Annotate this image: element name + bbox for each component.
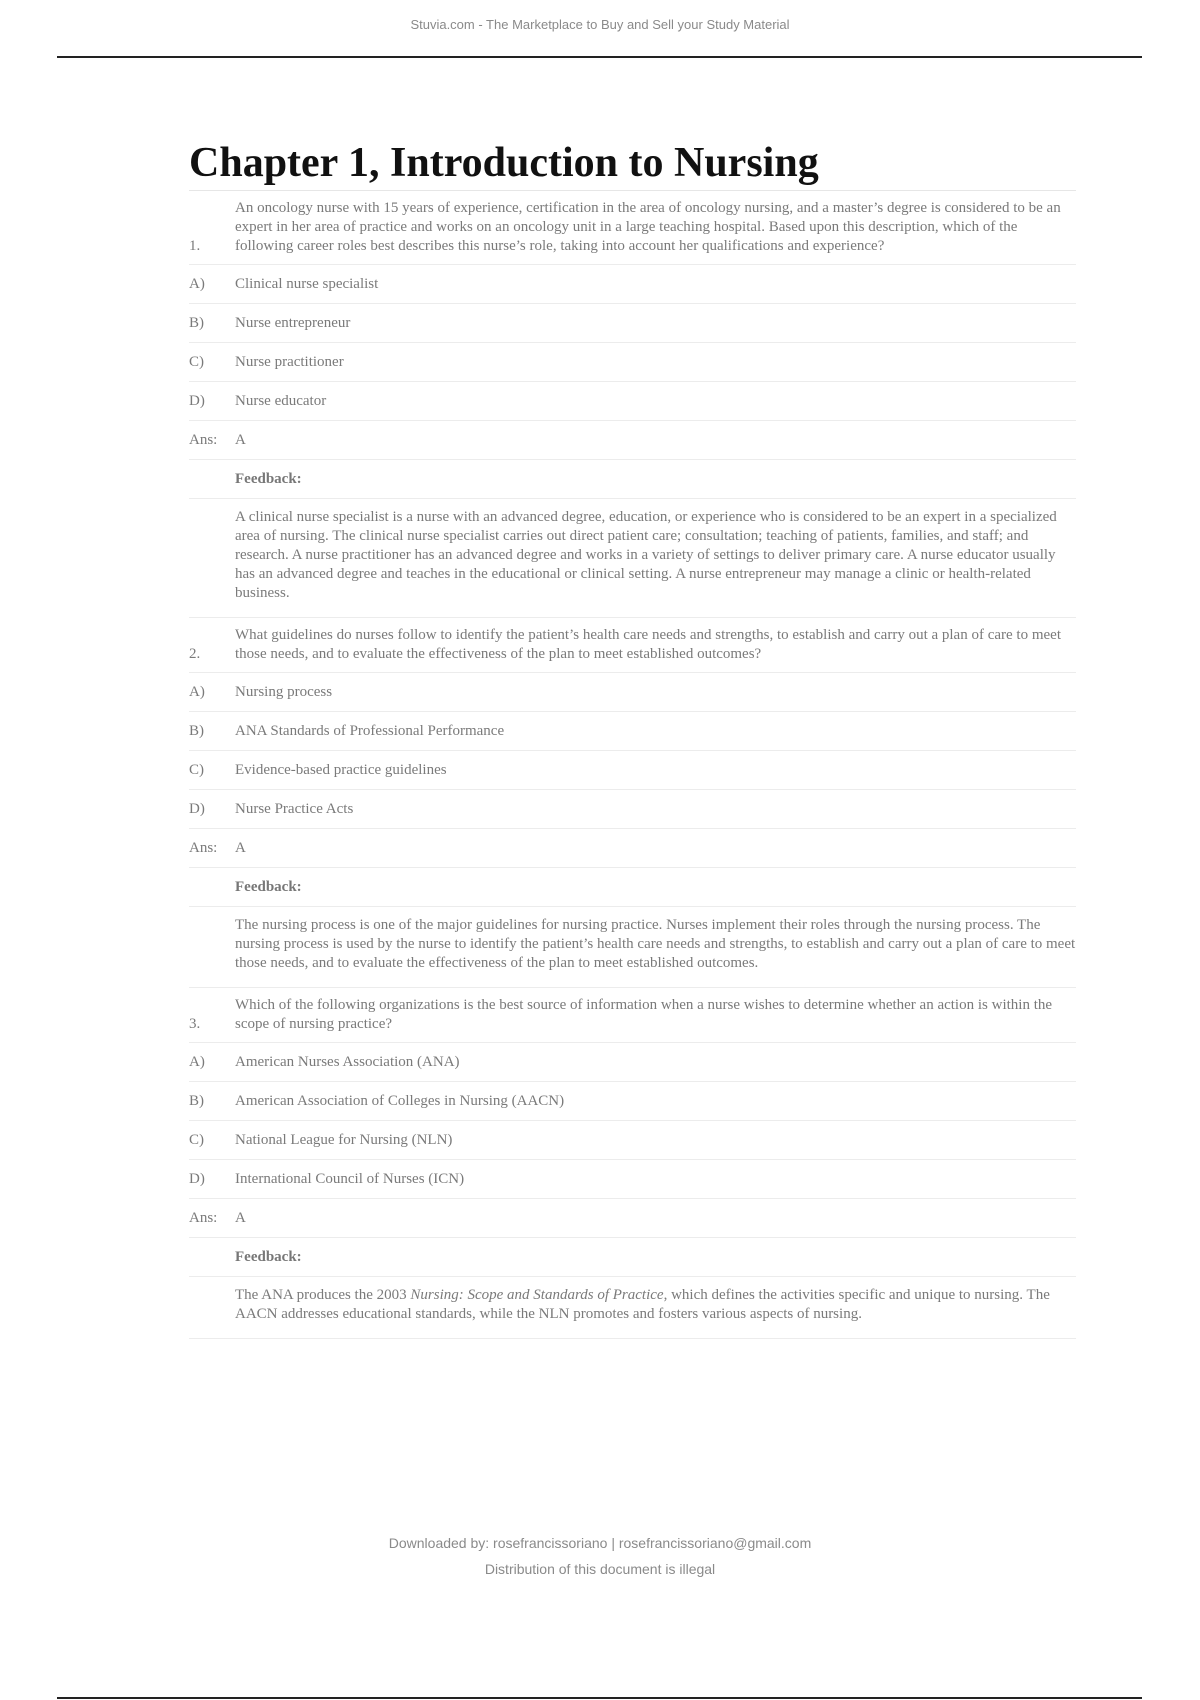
question-row xyxy=(189,618,1076,673)
question-list xyxy=(189,191,1076,1339)
feedback-row xyxy=(189,1277,1076,1339)
option-text: Nurse Practice Acts xyxy=(235,800,354,817)
answer-label: Ans: xyxy=(189,839,218,856)
answer-value: A xyxy=(235,1209,246,1226)
option-letter: C) xyxy=(189,1131,204,1148)
option-letter: A) xyxy=(189,683,205,700)
option-letter: A) xyxy=(189,1053,205,1070)
option-letter: B) xyxy=(189,314,204,331)
option-text: ANA Standards of Professional Performance xyxy=(235,722,505,739)
question-row xyxy=(189,988,1076,1043)
option-letter: C) xyxy=(189,761,204,778)
feedback-text-italic: Nursing: Scope and Standards of Practice xyxy=(410,1287,664,1303)
question-text: Which of the following organizations is the best source of information when a nurse wishes to determine whether an action is within the scope of nursing practice? xyxy=(235,997,1053,1032)
answer-label: Ans: xyxy=(189,1209,218,1226)
option-text: Nurse entrepreneur xyxy=(235,314,351,331)
question-number: 1. xyxy=(189,238,201,254)
feedback-text-part: The nursing process is one of the major guidelines for nursing practice. Nurses implement their roles through the nursing process. The nursing process is used by the nurse to identify the patient’s health care needs and strengths, to establish and carry out a plan of care to meet those needs, and to evaluate the effectiveness of the plan to meet established outcomes. xyxy=(235,917,1076,971)
option-letter: D) xyxy=(189,1170,205,1187)
option-letter: B) xyxy=(189,722,204,739)
chapter-title: Chapter 1, Introduction to Nursing xyxy=(189,136,1076,191)
answer-option xyxy=(189,790,1076,829)
answer-option xyxy=(189,343,1076,382)
answer-row xyxy=(189,829,1076,868)
answer-option xyxy=(189,1121,1076,1160)
question-number: 2. xyxy=(189,646,201,662)
answer-option xyxy=(189,265,1076,304)
answer-row xyxy=(189,421,1076,460)
feedback-spacer xyxy=(189,508,235,603)
answer-option xyxy=(189,751,1076,790)
answer-option xyxy=(189,673,1076,712)
answer-label: Ans: xyxy=(189,431,218,448)
feedback-header-row xyxy=(189,1238,1076,1277)
feedback-text xyxy=(235,916,1076,973)
option-text: American Association of Colleges in Nursing (AACN) xyxy=(235,1092,565,1109)
feedback-spacer xyxy=(189,916,235,973)
answer-option xyxy=(189,1082,1076,1121)
question-row xyxy=(189,191,1076,265)
answer-option xyxy=(189,712,1076,751)
feedback-spacer xyxy=(189,1286,235,1324)
answer-value: A xyxy=(235,431,246,448)
feedback-text-part: , which defines the activities specific and unique to nursing. The AACN addresses educational standards, while the NLN promotes and fosters various aspects of nursing. xyxy=(235,1287,1050,1322)
answer-option xyxy=(189,1043,1076,1082)
option-text: Clinical nurse specialist xyxy=(235,275,379,292)
document-content xyxy=(189,136,1076,1339)
feedback-header-row xyxy=(189,868,1076,907)
answer-option xyxy=(189,304,1076,343)
answer-option xyxy=(189,382,1076,421)
header-divider xyxy=(57,56,1142,58)
answer-option xyxy=(189,1160,1076,1199)
option-letter: B) xyxy=(189,1092,204,1109)
option-letter: C) xyxy=(189,353,204,370)
feedback-text-part: A clinical nurse specialist is a nurse with an advanced degree, education, or experience who is considered to be an expert in a specialized area of nursing. The clinical nurse specialist carries out direct patient care; consultation; teaching of patients, families, and staff; and research. A nurse practitioner has an advanced degree and works in a variety of settings to deliver primary care. A nurse educator usually has an advanced degree and teaches in the educational or clinical setting. A nurse entrepreneur may manage a clinic or health-related business. xyxy=(235,509,1057,601)
distribution-notice: Distribution of this document is illegal xyxy=(484,1561,716,1577)
option-text: Nurse educator xyxy=(235,392,327,409)
page-header: Stuvia.com - The Marketplace to Buy and Sell your Study Material xyxy=(410,17,790,32)
feedback-text-part: The ANA produces the 2003 xyxy=(235,1287,411,1303)
footer-divider xyxy=(57,1697,1142,1699)
option-text: Nursing process xyxy=(235,683,333,700)
option-text: American Nurses Association (ANA) xyxy=(235,1053,460,1070)
feedback-header-row xyxy=(189,460,1076,499)
feedback-row xyxy=(189,499,1076,618)
feedback-text xyxy=(235,1286,1076,1324)
answer-value: A xyxy=(235,839,246,856)
option-text: Evidence-based practice guidelines xyxy=(235,761,447,778)
question-number: 3. xyxy=(189,1016,201,1032)
answer-row xyxy=(189,1199,1076,1238)
feedback-text xyxy=(235,508,1076,603)
feedback-row xyxy=(189,907,1076,988)
feedback-label: Feedback: xyxy=(235,878,302,895)
question-text: What guidelines do nurses follow to identify the patient’s health care needs and strengths, to establish and carry out a plan of care to meet those needs, and to evaluate the effectiveness of the plan to meet established outcomes? xyxy=(235,627,1061,662)
download-notice: Downloaded by: rosefrancissoriano | rosefrancissoriano@gmail.com xyxy=(388,1535,812,1551)
option-letter: D) xyxy=(189,800,205,817)
option-letter: D) xyxy=(189,392,205,409)
option-text: Nurse practitioner xyxy=(235,353,344,370)
feedback-label: Feedback: xyxy=(235,1248,302,1265)
question-text: An oncology nurse with 15 years of experience, certification in the area of oncology nursing, and a master’s degree is considered to be an expert in her area of practice and works on an oncology unit in a large teaching hospital. Based upon this description, which of the following career roles best describes this nurse’s role, taking into account her qualifications and experience? xyxy=(235,200,1061,254)
option-text: National League for Nursing (NLN) xyxy=(235,1131,453,1148)
option-text: International Council of Nurses (ICN) xyxy=(235,1170,465,1187)
option-letter: A) xyxy=(189,275,205,292)
feedback-label: Feedback: xyxy=(235,470,302,487)
